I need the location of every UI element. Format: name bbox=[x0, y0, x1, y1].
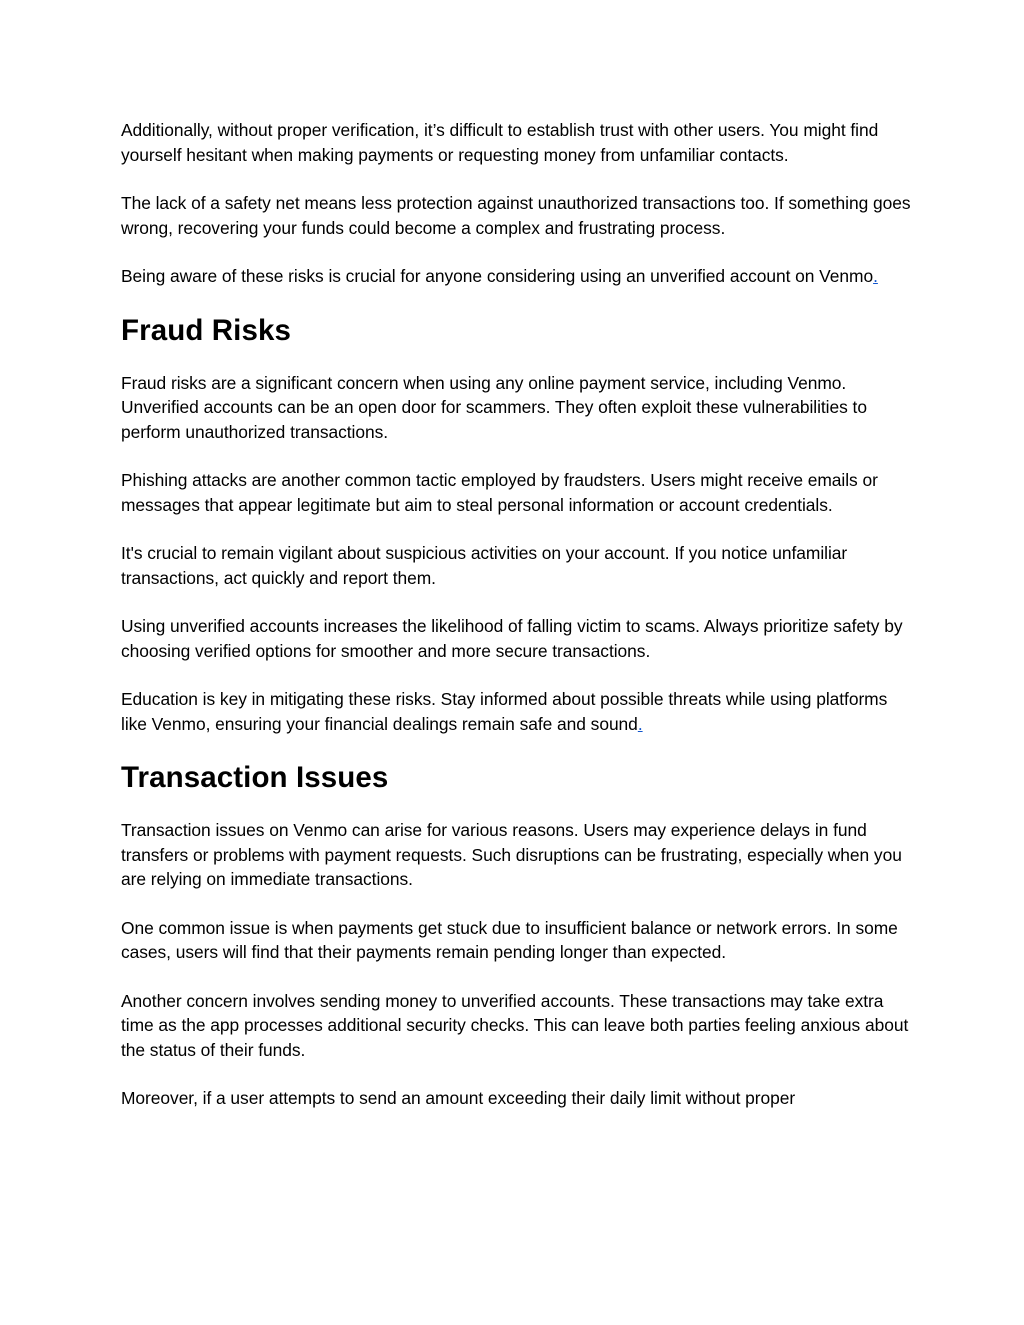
document-page bbox=[121, 118, 911, 1135]
paragraph-text: Education is key in mitigating these risks. Stay informed about possible threats while using platforms like Venmo, ensuring your financial dealings remain safe and sound bbox=[121, 689, 888, 734]
paragraph: The lack of a safety net means less protection against unauthorized transactions too. If something goes wrong, recovering your funds could become a complex and frustrating process. bbox=[121, 193, 911, 238]
paragraph: Another concern involves sending money to unverified accounts. These transactions may take extra time as the app processes additional security checks. This can leave both parties feeling anxious about the status of their funds. bbox=[121, 990, 909, 1060]
paragraph: Fraud risks are a significant concern when using any online payment service, including Venmo. Unverified accounts can be an open door for scammers. They often exploit these vulnerabilities to perform unauthorized transactions. bbox=[121, 372, 867, 442]
paragraph: Transaction issues on Venmo can arise for various reasons. Users may experience delays in fund transfers or problems with payment requests. Such disruptions can be frustrating, especially when you are relying on immediate transactions. bbox=[121, 820, 902, 889]
paragraph: One common issue is when payments get stuck due to insufficient balance or network errors. In some cases, users will find that their payments remain pending longer than expected. bbox=[121, 917, 898, 962]
trailing-link[interactable]: . bbox=[873, 266, 878, 286]
paragraph: It's crucial to remain vigilant about suspicious activities on your account. If you notice unfamiliar transactions, act quickly and report them. bbox=[121, 543, 848, 588]
paragraph bbox=[121, 687, 911, 736]
paragraph: Moreover, if a user attempts to send an amount exceeding their daily limit without proper bbox=[121, 1088, 796, 1108]
paragraph: Phishing attacks are another common tactic employed by fraudsters. Users might receive emails or messages that appear legitimate but aim to steal personal information or account credentials. bbox=[121, 470, 878, 515]
paragraph bbox=[121, 264, 911, 289]
paragraph: Additionally, without proper verification, it’s difficult to establish trust with other users. You might find yourself hesitant when making payments or requesting money from unfamiliar contacts. bbox=[121, 120, 879, 165]
section-heading-transaction-issues: Transaction Issues bbox=[121, 761, 389, 794]
paragraph: Using unverified accounts increases the likelihood of falling victim to scams. Always prioritize safety by choosing verified options for smoother and more secure transactions. bbox=[121, 616, 903, 661]
paragraph-text: Being aware of these risks is crucial for anyone considering using an unverified account on Venmo bbox=[121, 266, 874, 286]
section-heading-fraud-risks: Fraud Risks bbox=[121, 313, 291, 347]
trailing-link[interactable]: . bbox=[637, 713, 643, 734]
